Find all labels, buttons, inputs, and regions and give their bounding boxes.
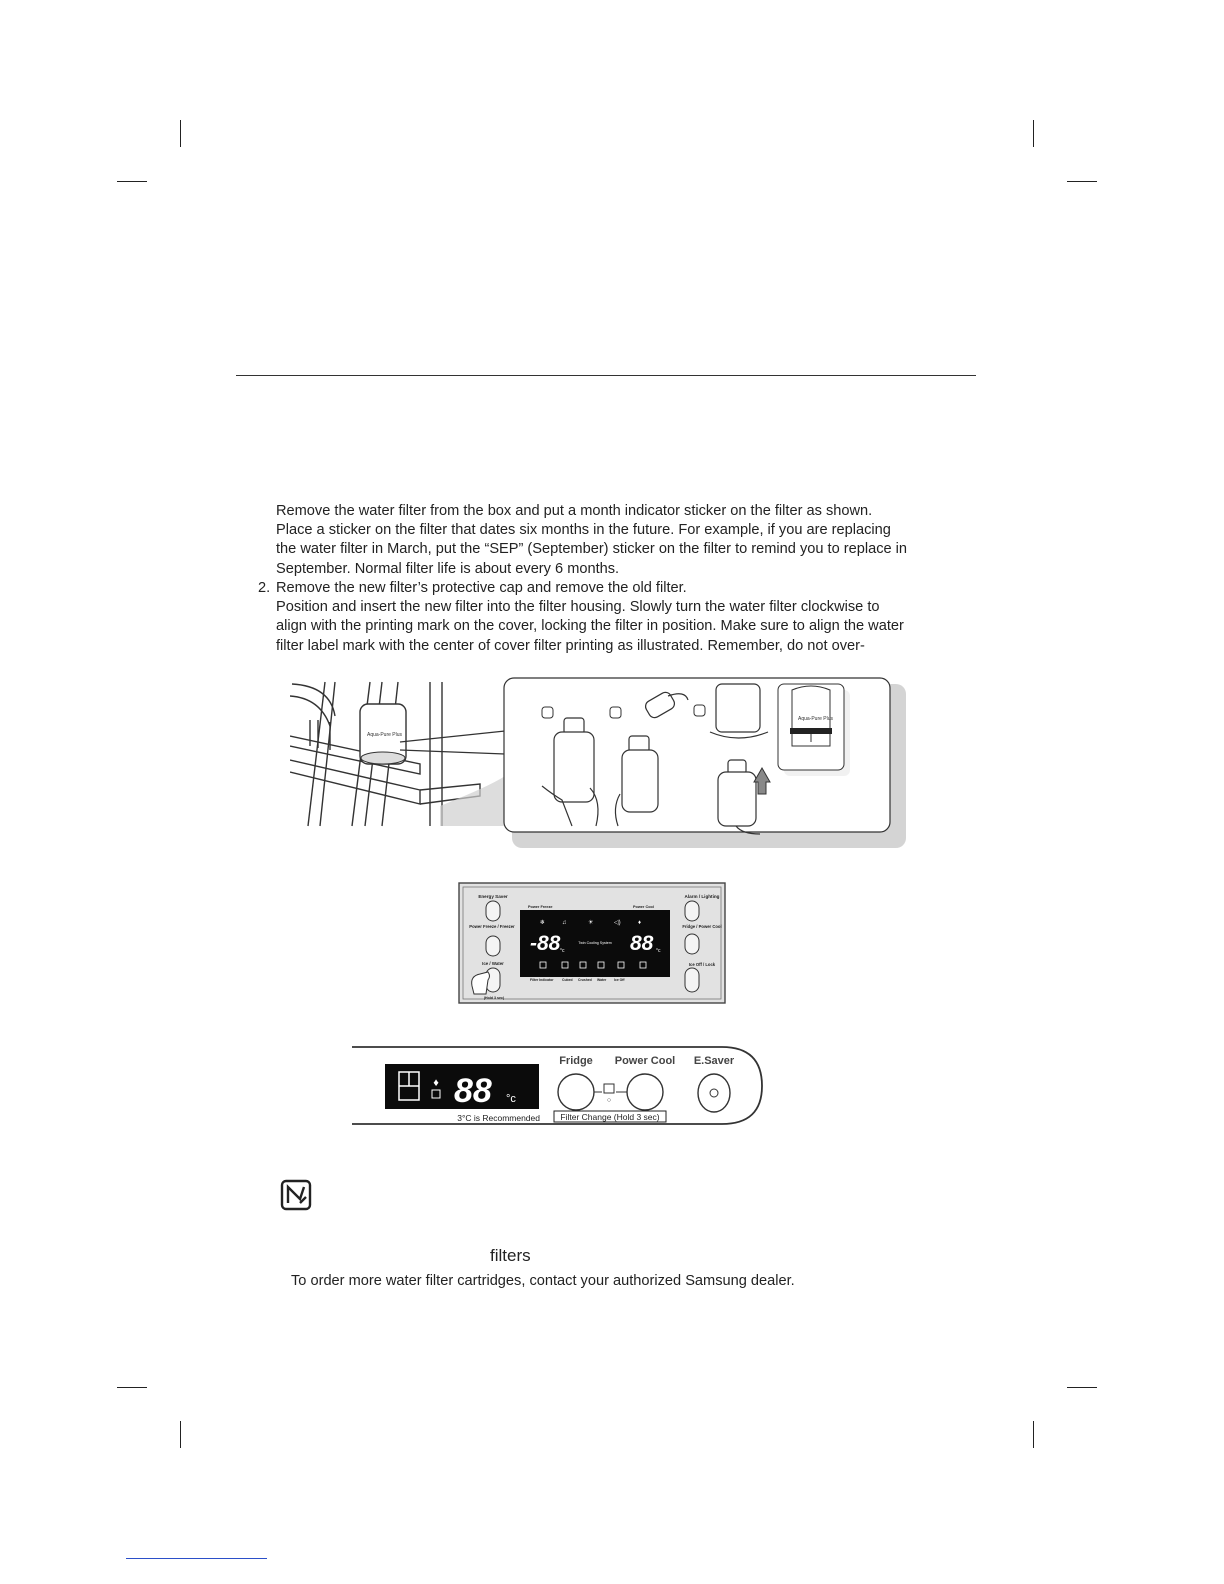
fridge-temp-unit: °c [656, 948, 661, 954]
water-label: Water [597, 978, 607, 982]
fridge-button[interactable] [558, 1074, 594, 1110]
ice-off-lock-button[interactable] [685, 968, 699, 992]
cubed-label: Cubed [562, 978, 573, 982]
text-line: Position and insert the new filter into the filter housing. Slowly turn the water filter clockwise to [276, 599, 880, 616]
order-text: To order more water filter cartridges, contact your authorized Samsung dealer. [291, 1273, 795, 1289]
crop-mark [1033, 120, 1034, 147]
crop-mark [1067, 1387, 1097, 1388]
crushed-label: Crushed [578, 978, 592, 982]
text-line: the water filter in March, put the “SEP” (September) sticker on the filter to remind you to replace in [276, 541, 908, 558]
light-icon: ☀ [588, 920, 594, 926]
svg-text:Aqua-Pure Plus: Aqua-Pure Plus [798, 716, 834, 722]
twin-cooling-label: Twin Cooling System [578, 941, 612, 945]
snowflake-icon: ❄ [540, 920, 546, 926]
step-2-text [276, 579, 976, 656]
energy-saver-label: Energy Saver [478, 894, 508, 899]
section-rule [236, 375, 976, 376]
droplet-icon: ♦ [638, 920, 642, 926]
freezer-temp: -88 [530, 932, 561, 955]
filter-change-label: Filter Change (Hold 3 sec) [560, 1112, 660, 1122]
step-1-text [276, 502, 976, 579]
text-line: Place a sticker on the filter that dates six months in the future. For example, if you are replacing [276, 522, 891, 539]
power-freeze-label: Power Freeze / Freezer [469, 924, 515, 929]
fridge-temp-unit: °c [506, 1093, 516, 1105]
ice-water-label: Ice / Water [482, 961, 504, 966]
ice-off-lock-label: Ice Off / Lock [688, 962, 716, 967]
ice-off-label: Ice Off [614, 978, 625, 982]
freezer-temp-unit: °c [560, 948, 565, 954]
recommend-label: 3°C is Recommended [457, 1113, 540, 1123]
droplet-icon: ○ [606, 1097, 612, 1104]
step-2-number: 2. [258, 580, 271, 596]
footer-link-underline [126, 1558, 267, 1559]
crop-mark [180, 120, 181, 147]
droplet-icon: ♦ [433, 1077, 439, 1089]
text-line: September. Normal filter life is about every 6 months. [276, 560, 620, 577]
fridge-label: Fridge [559, 1055, 593, 1067]
power-freeze-button[interactable] [486, 936, 500, 956]
power-cool-label: Power Cool [614, 1055, 676, 1067]
control-panel-illustration [458, 882, 726, 1004]
crop-mark [117, 181, 147, 182]
fridge-powercool-label: Fridge / Power Cool [682, 924, 722, 929]
crop-mark [117, 1387, 147, 1388]
note-icon [280, 1179, 312, 1211]
alarm-lighting-button[interactable] [685, 901, 699, 921]
fridge-temp: 88 [454, 1072, 492, 1110]
text-line: Remove the water filter from the box and put a month indicator sticker on the filter as shown. [276, 503, 873, 519]
power-cool-top-label: Power Cool [633, 905, 654, 909]
text-line: align with the printing mark on the cover, locking the filter in position. Make sure to align the water [276, 618, 904, 635]
text-line: Remove the new filter’s protective cap and remove the old filter. [276, 580, 687, 596]
crop-mark [1067, 181, 1097, 182]
filter-indicator-label: Filter Indicator [530, 978, 554, 982]
fridge-powercool-button[interactable] [685, 934, 699, 954]
alarm-lighting-label: Alarm / Lighting [684, 894, 720, 899]
bell-icon: ♫ [562, 920, 567, 926]
crop-mark [1033, 1421, 1034, 1448]
power-cool-button[interactable] [627, 1074, 663, 1110]
text-line: filter label mark with the center of cover filter printing as illustrated. Remember, do not over- [276, 637, 865, 654]
hold-note: (Hold 3 sec) [483, 996, 505, 1000]
power-freeze-top-label: Power Freeze [528, 905, 553, 909]
filter-install-illustration [290, 676, 910, 852]
section-heading: filters [490, 1246, 531, 1265]
speaker-icon: ◁) [614, 920, 621, 926]
esaver-label: E.Saver [693, 1055, 735, 1067]
crop-mark [180, 1421, 181, 1448]
control-panel-2-illustration [352, 1044, 766, 1128]
svg-text:Aqua-Pure Plus: Aqua-Pure Plus [367, 732, 403, 738]
fridge-temp: 88 [630, 932, 654, 955]
energy-saver-button[interactable] [486, 901, 500, 921]
